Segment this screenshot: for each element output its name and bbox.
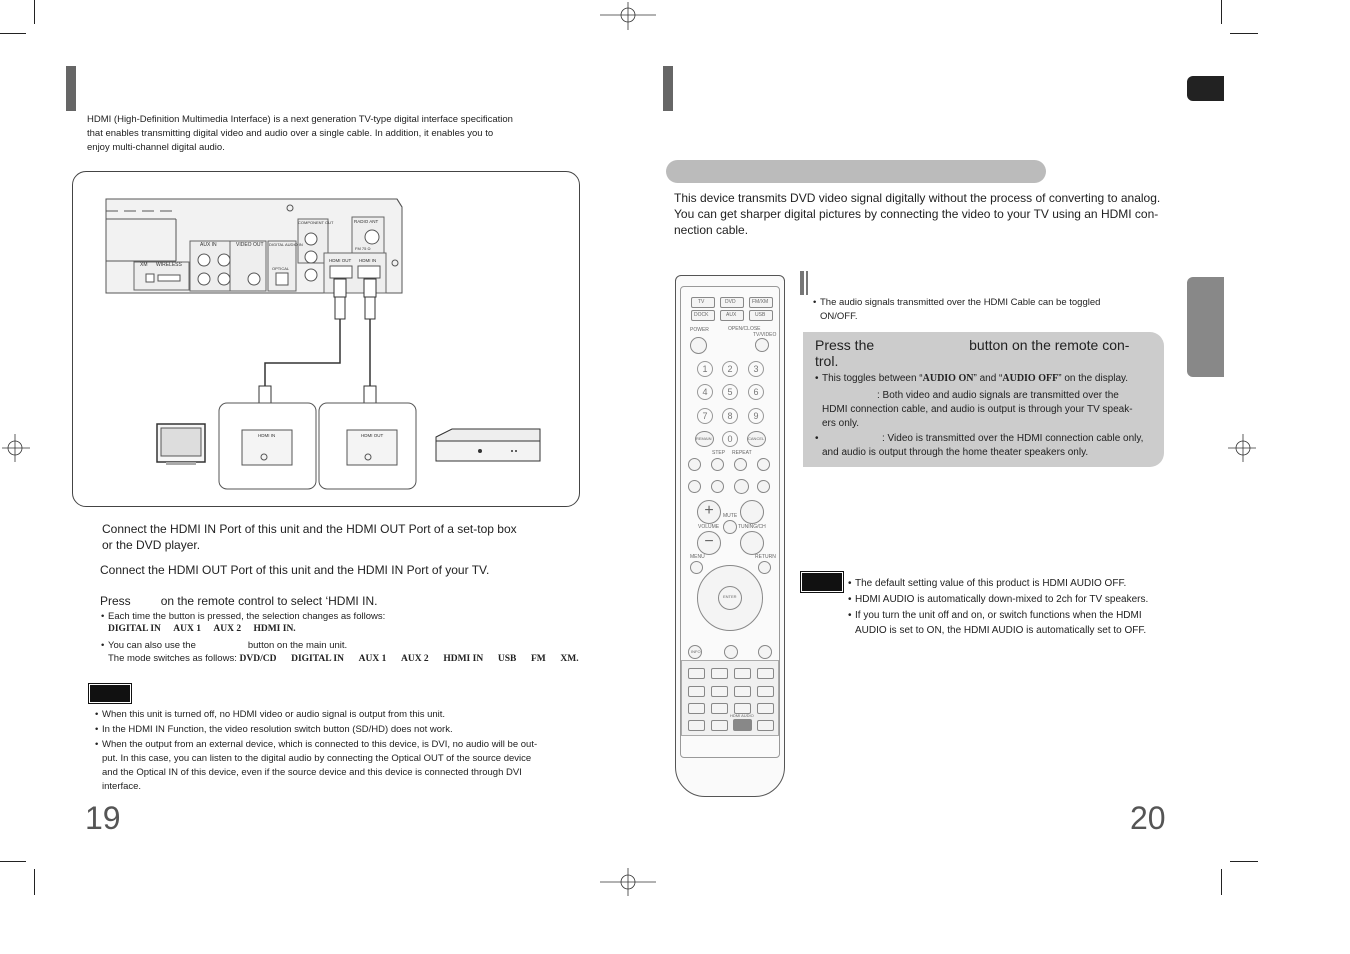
- step-3-text: on the remote control to select ‘HDMI IN.: [160, 594, 378, 608]
- sequence-item: FM: [530, 654, 546, 664]
- remote-tuning-up-button[interactable]: [740, 500, 764, 524]
- note-badge: [88, 683, 132, 704]
- sub-text: The mode switches as follows:: [108, 653, 237, 664]
- crop-mark: [34, 869, 35, 895]
- remote-label: MUTE: [723, 513, 738, 519]
- remote-test-tone-button[interactable]: [757, 668, 774, 679]
- press-text: trol.: [815, 353, 839, 369]
- sequence-2: [108, 652, 579, 666]
- hdmi-intro: [87, 113, 567, 155]
- remote-volume-down-button[interactable]: −: [697, 531, 721, 555]
- remote-label: FM/XM: [752, 299, 769, 305]
- intro-line: You can get sharper digital pictures by connecting the video to your TV using an HDMI con-: [674, 207, 1159, 221]
- panel-label-wireless: WIRELESS: [156, 262, 182, 268]
- stb-hdmi-out-label: HDMI OUT: [361, 433, 384, 438]
- panel-label-hdmi-out: HDMI OUT: [329, 258, 352, 263]
- note-item: [102, 738, 542, 794]
- remote-tv-video-button[interactable]: [755, 338, 769, 352]
- panel-label-digital-audio-in: DIGITAL AUDIO IN: [269, 242, 303, 247]
- registration-mark: [600, 868, 656, 896]
- note-line: In the HDMI IN Function, the video resolution switch button (SD/HD) does not work.: [102, 724, 453, 735]
- remote-repeat-button[interactable]: [734, 458, 747, 471]
- remote-extra-button[interactable]: [758, 645, 772, 659]
- remote-dock-button[interactable]: [691, 310, 715, 321]
- remote-aux-button[interactable]: [720, 310, 744, 321]
- step-3: [100, 593, 400, 609]
- remote-label: DOCK: [694, 312, 709, 318]
- remote-digit-9[interactable]: 9: [748, 408, 764, 424]
- remote-tv-button[interactable]: [691, 297, 715, 308]
- right-intro: [674, 190, 1184, 238]
- remote-label: AUX: [726, 312, 737, 318]
- panel-label-optical: OPTICAL: [272, 266, 290, 271]
- crop-mark: [1230, 861, 1258, 862]
- step-1-line: Connect the HDMI IN Port of this unit and the HDMI OUT Port of a set-top box: [102, 522, 517, 536]
- step-1-line: or the DVD player.: [102, 538, 201, 552]
- note-line: • When the output from an external device, which is connected to this device, is DVI, no audio will be out-: [102, 739, 538, 750]
- registration-mark: [1228, 434, 1256, 462]
- sequence-item: AUX 1: [173, 624, 201, 634]
- remote-zoom-button[interactable]: [688, 703, 705, 714]
- step-2: Connect the HDMI OUT Port of this unit and the HDMI IN Port of your TV.: [100, 563, 490, 577]
- note-item: [855, 576, 1175, 591]
- toggle-text: This toggles between “: [822, 373, 923, 384]
- note-line: interface.: [102, 781, 142, 792]
- toggle-desc: [822, 372, 1162, 386]
- remote-sound-edit-button[interactable]: [757, 686, 774, 697]
- note-line: and the Optical IN of this device, even if the source device and this device is connected through DVI: [102, 767, 522, 778]
- remote-ez-view-button[interactable]: [711, 703, 728, 714]
- desc-text: : Video is transmitted over the HDMI connection cable only,: [882, 433, 1144, 444]
- sequence-item: USB: [497, 654, 517, 664]
- intro-line: HDMI (High-Definition Multimedia Interface) is a next generation TV-type digital interface specification: [87, 114, 513, 125]
- remote-next-button[interactable]: [757, 480, 770, 493]
- audio-on-line: HDMI connection cable, and audio is output is through your TV speak-: [822, 404, 1133, 415]
- note-line: When this unit is turned off, no HDMI video or audio signal is output from this unit.: [102, 709, 446, 720]
- remote-digit-7[interactable]: 7: [697, 408, 713, 424]
- remote-cancel-button[interactable]: [747, 431, 766, 447]
- remote-digit-2[interactable]: 2: [722, 361, 738, 377]
- audio-off-line: • : Video is transmitted over the HDMI connection cable only,: [815, 433, 1144, 444]
- remote-mode-button[interactable]: [688, 668, 705, 679]
- remote-label: TV/VIDEO: [753, 332, 777, 338]
- toggle-note-line: ON/OFF.: [820, 311, 858, 322]
- remote-logo-button[interactable]: [734, 686, 751, 697]
- remote-fmxm-button[interactable]: [749, 297, 773, 308]
- remote-digit-6[interactable]: 6: [748, 384, 764, 400]
- remote-volume-up-button[interactable]: +: [697, 500, 721, 524]
- note-badge: [800, 571, 844, 593]
- remote-label: ENTER: [723, 594, 737, 599]
- right-notes: [855, 576, 1175, 638]
- audio-on-line: ers only.: [822, 418, 860, 429]
- panel-label-radio-ant: RADIO ANT: [354, 219, 379, 224]
- sequence-item: AUX 1: [358, 654, 387, 664]
- remote-dvd-button[interactable]: [720, 297, 744, 308]
- toggle-note-line: • The audio signals transmitted over the HDMI Cable can be toggled: [820, 297, 1101, 308]
- registration-mark: [600, 2, 656, 30]
- sub-text: button on the main unit.: [247, 640, 348, 651]
- sequence-item: HDMI IN.: [253, 624, 296, 634]
- panel-label-fm: FM 75 Ω: [355, 246, 371, 251]
- audio-off-desc: [815, 432, 1162, 460]
- remote-label: TUNING/CH: [738, 524, 766, 530]
- note-line: HDMI AUDIO is automatically down-mixed to 2ch for TV speakers.: [855, 594, 1149, 605]
- intro-line: that enables transmitting digital video and audio over a single cable. In addition, it enables you to: [87, 128, 494, 139]
- heading-mark: [800, 271, 804, 295]
- sequence-item: DIGITAL IN: [291, 654, 344, 664]
- remote-dsp-button[interactable]: [734, 668, 751, 679]
- toggle-text: ” on the display.: [1058, 373, 1129, 384]
- remote-effect-button[interactable]: [711, 668, 728, 679]
- remote-mute-button[interactable]: [723, 520, 737, 534]
- crop-mark: [1221, 869, 1222, 895]
- remote-label: VOLUME: [698, 524, 720, 530]
- remote-preset-button[interactable]: [757, 703, 774, 714]
- tv-hdmi-in-label: HDMI IN: [258, 433, 276, 438]
- page-number: 19: [85, 800, 121, 836]
- sequence-item: DVD/CD: [239, 654, 277, 664]
- sub-text: You can also use the: [108, 640, 196, 651]
- section-heading-bar: [663, 66, 673, 111]
- remote-forward-button[interactable]: [757, 458, 770, 471]
- remote-label: CANCEL: [748, 436, 765, 441]
- remote-return-button[interactable]: [758, 561, 771, 574]
- remote-rewind-button[interactable]: [688, 458, 701, 471]
- remote-digit-3[interactable]: 3: [748, 361, 764, 377]
- remote-label: STEP: [712, 450, 726, 456]
- remote-prev-button[interactable]: [688, 480, 701, 493]
- sequence-1: [108, 624, 296, 634]
- remote-movie-button[interactable]: [757, 720, 774, 731]
- press-text: button on the remote con-: [969, 337, 1130, 353]
- remote-tuning-down-button[interactable]: [740, 531, 764, 555]
- panel-label-component-out: COMPONENT OUT: [298, 220, 334, 225]
- heading-mark: [806, 271, 808, 295]
- note-line: • If you turn the unit off and on, or switch functions when the HDMI: [855, 610, 1142, 621]
- left-notes: [102, 708, 542, 794]
- sequence-item: AUX 2: [400, 654, 429, 664]
- page-number: 20: [1130, 800, 1166, 836]
- crop-mark: [0, 33, 26, 34]
- note-item: [102, 708, 542, 722]
- remote-digit-4[interactable]: 4: [697, 384, 713, 400]
- sequence-item: XM.: [560, 654, 579, 664]
- note-item: [102, 723, 542, 737]
- audio-off-line: and audio is output through the home theater speakers only.: [822, 447, 1089, 458]
- remote-digit-1[interactable]: 1: [697, 361, 713, 377]
- crop-mark: [1221, 0, 1222, 24]
- panel-label-aux-in: AUX IN: [200, 242, 217, 248]
- remote-label: HDMI AUDIO: [730, 713, 754, 718]
- crop-mark: [34, 0, 35, 24]
- remote-info-button[interactable]: [688, 645, 702, 659]
- remote-stop-button[interactable]: [711, 480, 724, 493]
- language-tab: [1187, 277, 1224, 377]
- remote-extra-button[interactable]: [724, 645, 738, 659]
- remote-label: RETURN: [755, 554, 776, 560]
- step-3-sub-2: [108, 639, 508, 653]
- step-3-sub-1: • Each time the button is pressed, the selection changes as follows:: [108, 610, 508, 624]
- remote-memory-button[interactable]: [688, 686, 705, 697]
- remote-play-pause-button[interactable]: [734, 479, 749, 494]
- audio-on-desc: [822, 389, 1162, 431]
- connection-diagram-art: [72, 171, 580, 507]
- note-line: AUDIO is set to ON, the HDMI AUDIO is automatically set to OFF.: [855, 625, 1147, 636]
- panel-label-xm: XM: [140, 262, 148, 268]
- remote-label: MENU: [690, 554, 705, 560]
- intro-line: nection cable.: [674, 223, 749, 237]
- note-line: The default setting value of this product is HDMI AUDIO OFF.: [855, 578, 1127, 589]
- step-3-text: Press: [100, 594, 131, 608]
- remote-digit-0[interactable]: 0: [722, 431, 738, 447]
- registration-mark: [2, 434, 30, 462]
- toggle-text: ” and “: [973, 373, 1003, 384]
- remote-label: TV: [698, 299, 705, 305]
- crop-mark: [1230, 33, 1258, 34]
- remote-label: REMAIN: [696, 436, 712, 441]
- section-heading-bar: [66, 66, 76, 111]
- remote-remain-button[interactable]: [695, 431, 714, 447]
- desc-text: : Both video and audio signals are transmitted over the: [877, 390, 1119, 401]
- remote-hdmi-audio-button[interactable]: [733, 719, 752, 731]
- intro-line: enjoy multi-channel digital audio.: [87, 142, 225, 153]
- remote-label: OPEN/CLOSE: [728, 326, 761, 332]
- note-item: [855, 608, 1175, 638]
- crop-mark: [0, 861, 26, 862]
- remote-enter-button[interactable]: [718, 586, 742, 610]
- remote-label: INFO: [691, 649, 701, 654]
- audio-on-label: AUDIO ON: [922, 373, 974, 384]
- audio-on-line: [767, 389, 1162, 403]
- remote-label: POWER: [690, 327, 709, 333]
- audio-off-label: AUDIO OFF: [1002, 373, 1059, 384]
- note-line: put. In this case, you can listen to the digital audio by connecting the Optical OUT of the source device: [102, 753, 532, 764]
- remote-step-button[interactable]: [711, 458, 724, 471]
- remote-label: DVD: [725, 299, 736, 305]
- chapter-tab: [1187, 76, 1224, 101]
- panel-label-video-out: VIDEO OUT: [236, 242, 264, 248]
- sequence-item: AUX 2: [213, 624, 242, 634]
- remote-digit-8[interactable]: 8: [722, 408, 738, 424]
- note-item: [855, 592, 1175, 607]
- remote-digit-5[interactable]: 5: [722, 384, 738, 400]
- remote-power-button[interactable]: [690, 337, 707, 354]
- subsection-banner: [666, 160, 1046, 183]
- remote-usb-button[interactable]: [749, 310, 773, 321]
- remote-dimmer-button[interactable]: [711, 720, 728, 731]
- sequence-item: DIGITAL IN: [108, 624, 161, 634]
- remote-sleep-button[interactable]: [688, 720, 705, 731]
- remote-label: USB: [755, 312, 766, 318]
- remote-menu-button[interactable]: [690, 561, 703, 574]
- step-1: [102, 521, 532, 553]
- intro-line: This device transmits DVD video signal digitally without the process of converting to analog.: [674, 191, 1161, 205]
- toggle-note: [820, 296, 1160, 324]
- panel-label-hdmi-in: HDMI IN: [359, 258, 377, 263]
- sequence-item: HDMI IN: [443, 654, 484, 664]
- remote-label: REPEAT: [732, 450, 752, 456]
- remote-slow-button[interactable]: [711, 686, 728, 697]
- press-text: Press the: [815, 337, 875, 353]
- press-instruction: [815, 337, 1155, 369]
